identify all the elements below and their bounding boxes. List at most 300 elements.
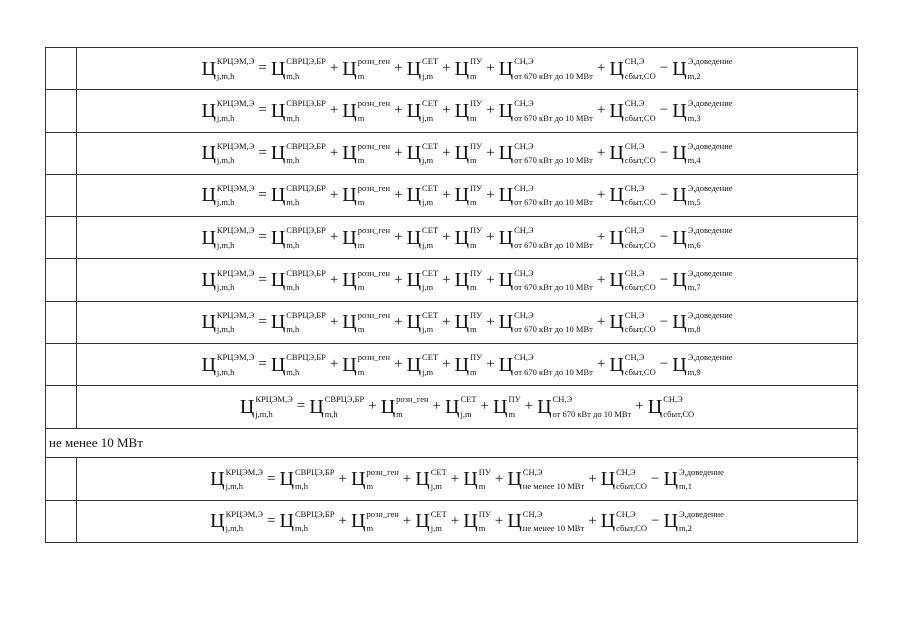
formula-row	[46, 174, 858, 216]
term-symbol: Ц	[270, 311, 286, 334]
formula-term	[270, 98, 326, 123]
formula-row	[46, 90, 858, 132]
formula-term	[201, 182, 255, 208]
formula-term	[507, 466, 585, 492]
formula-term	[270, 140, 326, 166]
term-subscript: m	[357, 155, 365, 166]
formula-operator: −	[659, 229, 669, 246]
left-column-cell	[46, 301, 77, 343]
term-indices	[470, 98, 483, 123]
term-superscript: Э,доведение	[687, 352, 733, 363]
term-subscript: j,m	[430, 481, 442, 492]
formula-operator: =	[258, 229, 267, 246]
term-subscript: m,4	[687, 155, 701, 166]
formula-operator: =	[258, 102, 267, 119]
term-symbol: Ц	[342, 99, 357, 122]
formula-operator: +	[329, 313, 339, 330]
term-subscript: сбыт,СО	[624, 282, 656, 293]
term-subscript: не менее 10 МВт	[522, 523, 585, 534]
formula-term	[609, 98, 656, 123]
term-symbol: Ц	[498, 353, 514, 376]
formula-row	[46, 301, 858, 343]
term-superscript: СН,Э	[624, 182, 645, 193]
term-symbol: Ц	[201, 226, 216, 249]
formula-operator: +	[402, 512, 412, 529]
formula-operator: +	[494, 512, 504, 529]
term-indices	[357, 98, 391, 123]
formula-term	[609, 182, 656, 208]
term-superscript: ПУ	[470, 309, 483, 320]
term-symbol: Ц	[270, 99, 286, 122]
formula-term	[201, 352, 255, 377]
term-superscript: КРЦЭМ,Э	[216, 267, 255, 278]
term-superscript: Э,доведение	[678, 466, 724, 477]
term-symbol: Ц	[406, 353, 422, 376]
formula-term	[201, 225, 255, 250]
term-superscript: СН,Э	[624, 140, 645, 151]
term-superscript: СВРЦЭ,БР	[286, 352, 326, 363]
formula-operator: +	[394, 186, 403, 203]
term-symbol: Ц	[463, 468, 478, 491]
term-symbol: Ц	[270, 142, 286, 165]
term-indices	[422, 182, 439, 208]
term-subscript: m,1	[678, 481, 692, 492]
term-symbol: Ц	[672, 269, 687, 292]
term-indices	[514, 98, 593, 123]
term-indices	[286, 352, 326, 377]
term-superscript: СЕТ	[460, 394, 477, 405]
formula-term	[270, 225, 326, 250]
term-indices	[216, 182, 255, 208]
term-subscript: от 670 кВт до 10 МВт	[514, 70, 593, 81]
formula-term	[609, 56, 656, 81]
formula-term	[600, 508, 648, 534]
term-indices	[624, 56, 656, 81]
formula-term	[270, 267, 326, 293]
term-superscript: КРЦЭМ,Э	[216, 140, 255, 151]
formula-term	[270, 56, 326, 81]
formula-term	[270, 182, 326, 208]
term-symbol: Ц	[454, 142, 470, 165]
term-indices	[422, 309, 439, 335]
term-subscript: сбыт,СО	[624, 324, 656, 335]
term-superscript: ПУ	[508, 394, 521, 405]
term-superscript: СН,Э	[522, 508, 543, 519]
term-subscript: m,8	[687, 324, 701, 335]
formula-operator: +	[442, 102, 451, 119]
formula-operator: +	[394, 271, 403, 288]
term-superscript: СВРЦЭ,БР	[286, 140, 326, 151]
term-symbol: Ц	[498, 226, 514, 249]
term-superscript: ПУ	[470, 225, 483, 236]
term-symbol: Ц	[609, 353, 624, 376]
term-superscript: розн_ген	[366, 466, 399, 477]
formula-term	[380, 394, 429, 419]
term-superscript: СН,Э	[624, 309, 645, 320]
term-superscript: СЕТ	[422, 182, 439, 193]
term-indices	[357, 309, 391, 335]
term-subscript: j,m,h	[216, 282, 235, 293]
term-symbol: Ц	[537, 395, 552, 418]
formula-operator: +	[588, 512, 597, 529]
formula-operator: +	[442, 229, 451, 246]
term-indices	[514, 56, 593, 81]
term-subscript: от 670 кВт до 10 МВт	[514, 112, 593, 123]
formula-term	[609, 140, 656, 166]
term-subscript: j,m	[422, 155, 434, 166]
term-superscript: СЕТ	[430, 466, 447, 477]
term-subscript: j,m,h	[216, 239, 235, 250]
term-subscript: m	[470, 112, 477, 123]
term-symbol: Ц	[270, 353, 286, 376]
term-subscript: m	[508, 408, 516, 419]
term-symbol: Ц	[406, 311, 422, 334]
left-column-cell	[46, 132, 77, 174]
term-indices	[216, 309, 255, 335]
term-subscript: от 670 кВт до 10 МВт	[514, 324, 593, 335]
formula-operator: +	[432, 398, 441, 415]
term-indices	[286, 56, 326, 81]
formula-operator: −	[659, 144, 669, 161]
term-symbol: Ц	[454, 99, 470, 122]
term-subscript: m,h	[286, 239, 300, 250]
term-superscript: ПУ	[478, 508, 491, 519]
formula-term	[342, 140, 391, 166]
term-superscript: розн_ген	[357, 140, 391, 151]
term-superscript: Э,доведение	[687, 140, 733, 151]
formula-term	[454, 267, 483, 293]
term-symbol: Ц	[498, 99, 514, 122]
formula-term	[342, 225, 391, 250]
term-superscript: СН,Э	[616, 466, 636, 477]
term-indices	[430, 466, 447, 492]
formula-operator: +	[368, 398, 377, 415]
term-indices	[225, 466, 264, 492]
formula-operator: +	[486, 271, 495, 288]
term-subscript: сбыт,СО	[624, 197, 656, 208]
formula-term	[342, 182, 391, 208]
term-indices	[422, 98, 439, 123]
formula-cell	[77, 217, 858, 259]
formula-term	[672, 182, 733, 208]
formula-term	[537, 394, 632, 419]
formula-term	[210, 508, 264, 534]
term-superscript: розн_ген	[357, 56, 391, 67]
formula-cell	[77, 500, 858, 542]
formula-term	[406, 56, 439, 81]
formula-operator: +	[394, 229, 403, 246]
term-symbol: Ц	[270, 184, 286, 207]
term-symbol: Ц	[279, 468, 294, 491]
formula-term	[201, 309, 255, 335]
left-column-cell	[46, 386, 77, 428]
left-column-cell	[46, 90, 77, 132]
term-subscript: от 670 кВт до 10 МВт	[514, 155, 593, 166]
term-symbol: Ц	[342, 57, 357, 80]
formula-term	[342, 98, 391, 123]
formula-term	[454, 98, 483, 123]
term-superscript: розн_ген	[357, 182, 391, 193]
term-symbol: Ц	[454, 353, 470, 376]
term-symbol: Ц	[672, 311, 687, 334]
term-superscript: СН,Э	[514, 140, 534, 151]
term-subscript: j,m,h	[216, 155, 235, 166]
formula-operator: +	[596, 229, 606, 246]
term-superscript: СВРЦЭ,БР	[286, 225, 326, 236]
term-subscript: m	[357, 112, 365, 123]
term-subscript: j,m,h	[225, 523, 244, 534]
term-superscript: Э,доведение	[687, 309, 733, 320]
term-symbol: Ц	[672, 99, 687, 122]
term-superscript: СН,Э	[616, 508, 636, 519]
term-superscript: СВРЦЭ,БР	[324, 394, 365, 405]
formula-operator: −	[651, 470, 660, 487]
term-indices	[357, 352, 391, 377]
term-indices	[687, 182, 733, 208]
formula-term	[210, 466, 264, 492]
formula-term	[463, 466, 491, 492]
term-indices	[687, 56, 733, 81]
term-subscript: m	[357, 366, 365, 377]
formula-term	[454, 182, 483, 208]
formula-term	[498, 98, 593, 123]
term-symbol: Ц	[270, 57, 286, 80]
term-indices	[422, 267, 439, 293]
term-superscript: СН,Э	[514, 225, 534, 236]
term-subscript: от 670 кВт до 10 МВт	[514, 366, 593, 377]
term-subscript: j,m	[422, 239, 434, 250]
formula-operator: +	[329, 229, 339, 246]
term-superscript: СЕТ	[422, 98, 439, 109]
term-indices	[687, 140, 733, 166]
formula-row	[46, 132, 858, 174]
term-subscript: не менее 10 МВт	[522, 481, 585, 492]
formula-row	[46, 343, 858, 385]
term-subscript: m	[470, 324, 477, 335]
formula-operator: −	[659, 271, 669, 288]
formula-operator: +	[486, 102, 495, 119]
term-superscript: розн_ген	[357, 267, 391, 278]
term-superscript: КРЦЭМ,Э	[225, 508, 264, 519]
term-symbol: Ц	[600, 510, 616, 533]
formula-operator: +	[486, 229, 495, 246]
formula-operator: +	[596, 102, 606, 119]
term-indices	[366, 466, 399, 492]
term-subscript: m,2	[687, 70, 701, 81]
term-subscript: m	[470, 366, 477, 377]
term-symbol: Ц	[406, 57, 422, 80]
formula-term	[454, 309, 483, 335]
term-symbol: Ц	[454, 311, 470, 334]
term-symbol: Ц	[454, 226, 470, 249]
term-symbol: Ц	[672, 353, 687, 376]
term-subscript: от 670 кВт до 10 МВт	[514, 197, 593, 208]
formula-operator: −	[659, 186, 669, 203]
formula-term	[672, 56, 733, 81]
section-heading-row	[46, 428, 858, 458]
term-symbol: Ц	[342, 311, 357, 334]
term-subscript: m	[366, 481, 374, 492]
formula-row	[46, 259, 858, 301]
term-superscript: СВРЦЭ,БР	[286, 182, 326, 193]
term-superscript: КРЦЭМ,Э	[225, 466, 264, 477]
term-superscript: СВРЦЭ,БР	[294, 508, 335, 519]
term-indices	[687, 352, 733, 377]
formula-term	[279, 508, 335, 534]
formula-cell	[77, 90, 858, 132]
formula-term	[672, 140, 733, 166]
term-superscript: СН,Э	[514, 267, 534, 278]
term-indices	[687, 225, 733, 250]
term-symbol: Ц	[454, 57, 470, 80]
section-heading: не менее 10 МВт	[46, 428, 858, 458]
formula-operator: +	[596, 60, 606, 77]
term-symbol: Ц	[342, 142, 357, 165]
formula	[77, 508, 857, 534]
term-subscript: j,m	[430, 523, 442, 534]
term-indices	[286, 182, 326, 208]
term-subscript: j,m,h	[216, 324, 235, 335]
term-indices	[470, 267, 483, 293]
term-superscript: КРЦЭМ,Э	[216, 225, 255, 236]
formula-operator: +	[596, 356, 606, 373]
formula-operator: +	[524, 398, 534, 415]
formula-operator: +	[588, 470, 597, 487]
term-superscript: ПУ	[470, 140, 483, 151]
term-subscript: m	[357, 239, 365, 250]
formula-operator: +	[442, 186, 451, 203]
left-column-cell	[46, 217, 77, 259]
term-indices	[422, 140, 439, 166]
term-indices	[216, 352, 255, 377]
left-column-cell	[46, 174, 77, 216]
term-symbol: Ц	[663, 468, 678, 491]
term-indices	[552, 394, 632, 419]
formula-operator: +	[596, 186, 606, 203]
term-indices	[470, 352, 483, 377]
formula-row	[46, 48, 858, 90]
formula-operator: +	[486, 356, 495, 373]
term-superscript: СН,Э	[514, 309, 534, 320]
term-indices	[396, 394, 429, 419]
term-superscript: розн_ген	[396, 394, 429, 405]
term-subscript: j,m,h	[216, 70, 235, 81]
term-subscript: m,h	[294, 481, 308, 492]
term-superscript: ПУ	[470, 98, 483, 109]
term-superscript: Э,доведение	[687, 225, 733, 236]
term-superscript: СВРЦЭ,БР	[286, 56, 326, 67]
term-symbol: Ц	[201, 269, 216, 292]
term-symbol: Ц	[454, 184, 470, 207]
term-subscript: сбыт,СО	[624, 239, 656, 250]
term-indices	[514, 352, 593, 377]
term-indices	[616, 466, 648, 492]
formula-term	[672, 309, 733, 335]
term-superscript: ПУ	[470, 352, 483, 363]
term-symbol: Ц	[445, 395, 460, 418]
formula-term	[270, 309, 326, 335]
formula-term	[406, 140, 439, 166]
formula-term	[350, 466, 399, 492]
formula-term	[498, 140, 593, 166]
term-subscript: m	[470, 282, 477, 293]
formula	[77, 309, 857, 335]
term-indices	[678, 508, 724, 534]
term-indices	[470, 225, 483, 250]
term-indices	[687, 267, 733, 293]
term-subscript: m	[470, 70, 477, 81]
term-symbol: Ц	[350, 510, 366, 533]
formula-term	[463, 508, 491, 534]
term-indices	[663, 394, 695, 419]
term-superscript: розн_ген	[357, 225, 391, 236]
term-indices	[514, 267, 593, 293]
term-symbol: Ц	[609, 99, 624, 122]
term-indices	[678, 466, 724, 492]
formula-operator: +	[486, 186, 495, 203]
formula-term	[342, 352, 391, 377]
formula-term	[507, 508, 585, 534]
formula	[77, 267, 857, 293]
formula-term	[609, 267, 656, 293]
term-subscript: j,m,h	[255, 408, 273, 419]
term-indices	[508, 394, 521, 419]
term-superscript: СН,Э	[624, 56, 645, 67]
term-indices	[514, 182, 593, 208]
term-superscript: розн_ген	[357, 352, 391, 363]
formula-term	[350, 508, 399, 534]
formula-operator: =	[258, 313, 267, 330]
term-indices	[286, 309, 326, 335]
term-indices	[478, 508, 491, 534]
term-symbol: Ц	[507, 468, 522, 491]
formula-row	[46, 458, 858, 500]
term-symbol: Ц	[498, 142, 514, 165]
formula-operator: +	[635, 398, 644, 415]
formula-term	[498, 309, 593, 335]
term-superscript: СЕТ	[430, 508, 447, 519]
term-symbol: Ц	[406, 142, 422, 165]
term-superscript: СЕТ	[422, 309, 439, 320]
formula-operator: =	[258, 186, 267, 203]
term-indices	[286, 267, 326, 293]
formula-operator: +	[329, 60, 339, 77]
term-subscript: j,m	[422, 324, 434, 335]
formula-operator: −	[659, 102, 669, 119]
term-symbol: Ц	[507, 510, 522, 533]
formula-cell	[77, 301, 858, 343]
term-superscript: СЕТ	[422, 267, 439, 278]
formula-operator: +	[329, 144, 339, 161]
formula-term	[663, 466, 724, 492]
term-subscript: от 670 кВт до 10 МВт	[514, 282, 593, 293]
term-symbol: Ц	[498, 57, 514, 80]
formula-term	[672, 225, 733, 250]
formula-term	[415, 466, 447, 492]
formula-operator: +	[329, 102, 339, 119]
formula	[77, 352, 857, 377]
formula-term	[415, 508, 447, 534]
formula-term	[672, 352, 733, 377]
term-superscript: СЕТ	[422, 140, 439, 151]
formula-operator: +	[480, 398, 489, 415]
formula-operator: +	[486, 313, 495, 330]
term-subscript: m,7	[687, 282, 701, 293]
term-subscript: сбыт,СО	[624, 70, 656, 81]
term-symbol: Ц	[454, 269, 470, 292]
term-subscript: j,m,h	[216, 112, 235, 123]
term-superscript: Э,доведение	[687, 56, 733, 67]
